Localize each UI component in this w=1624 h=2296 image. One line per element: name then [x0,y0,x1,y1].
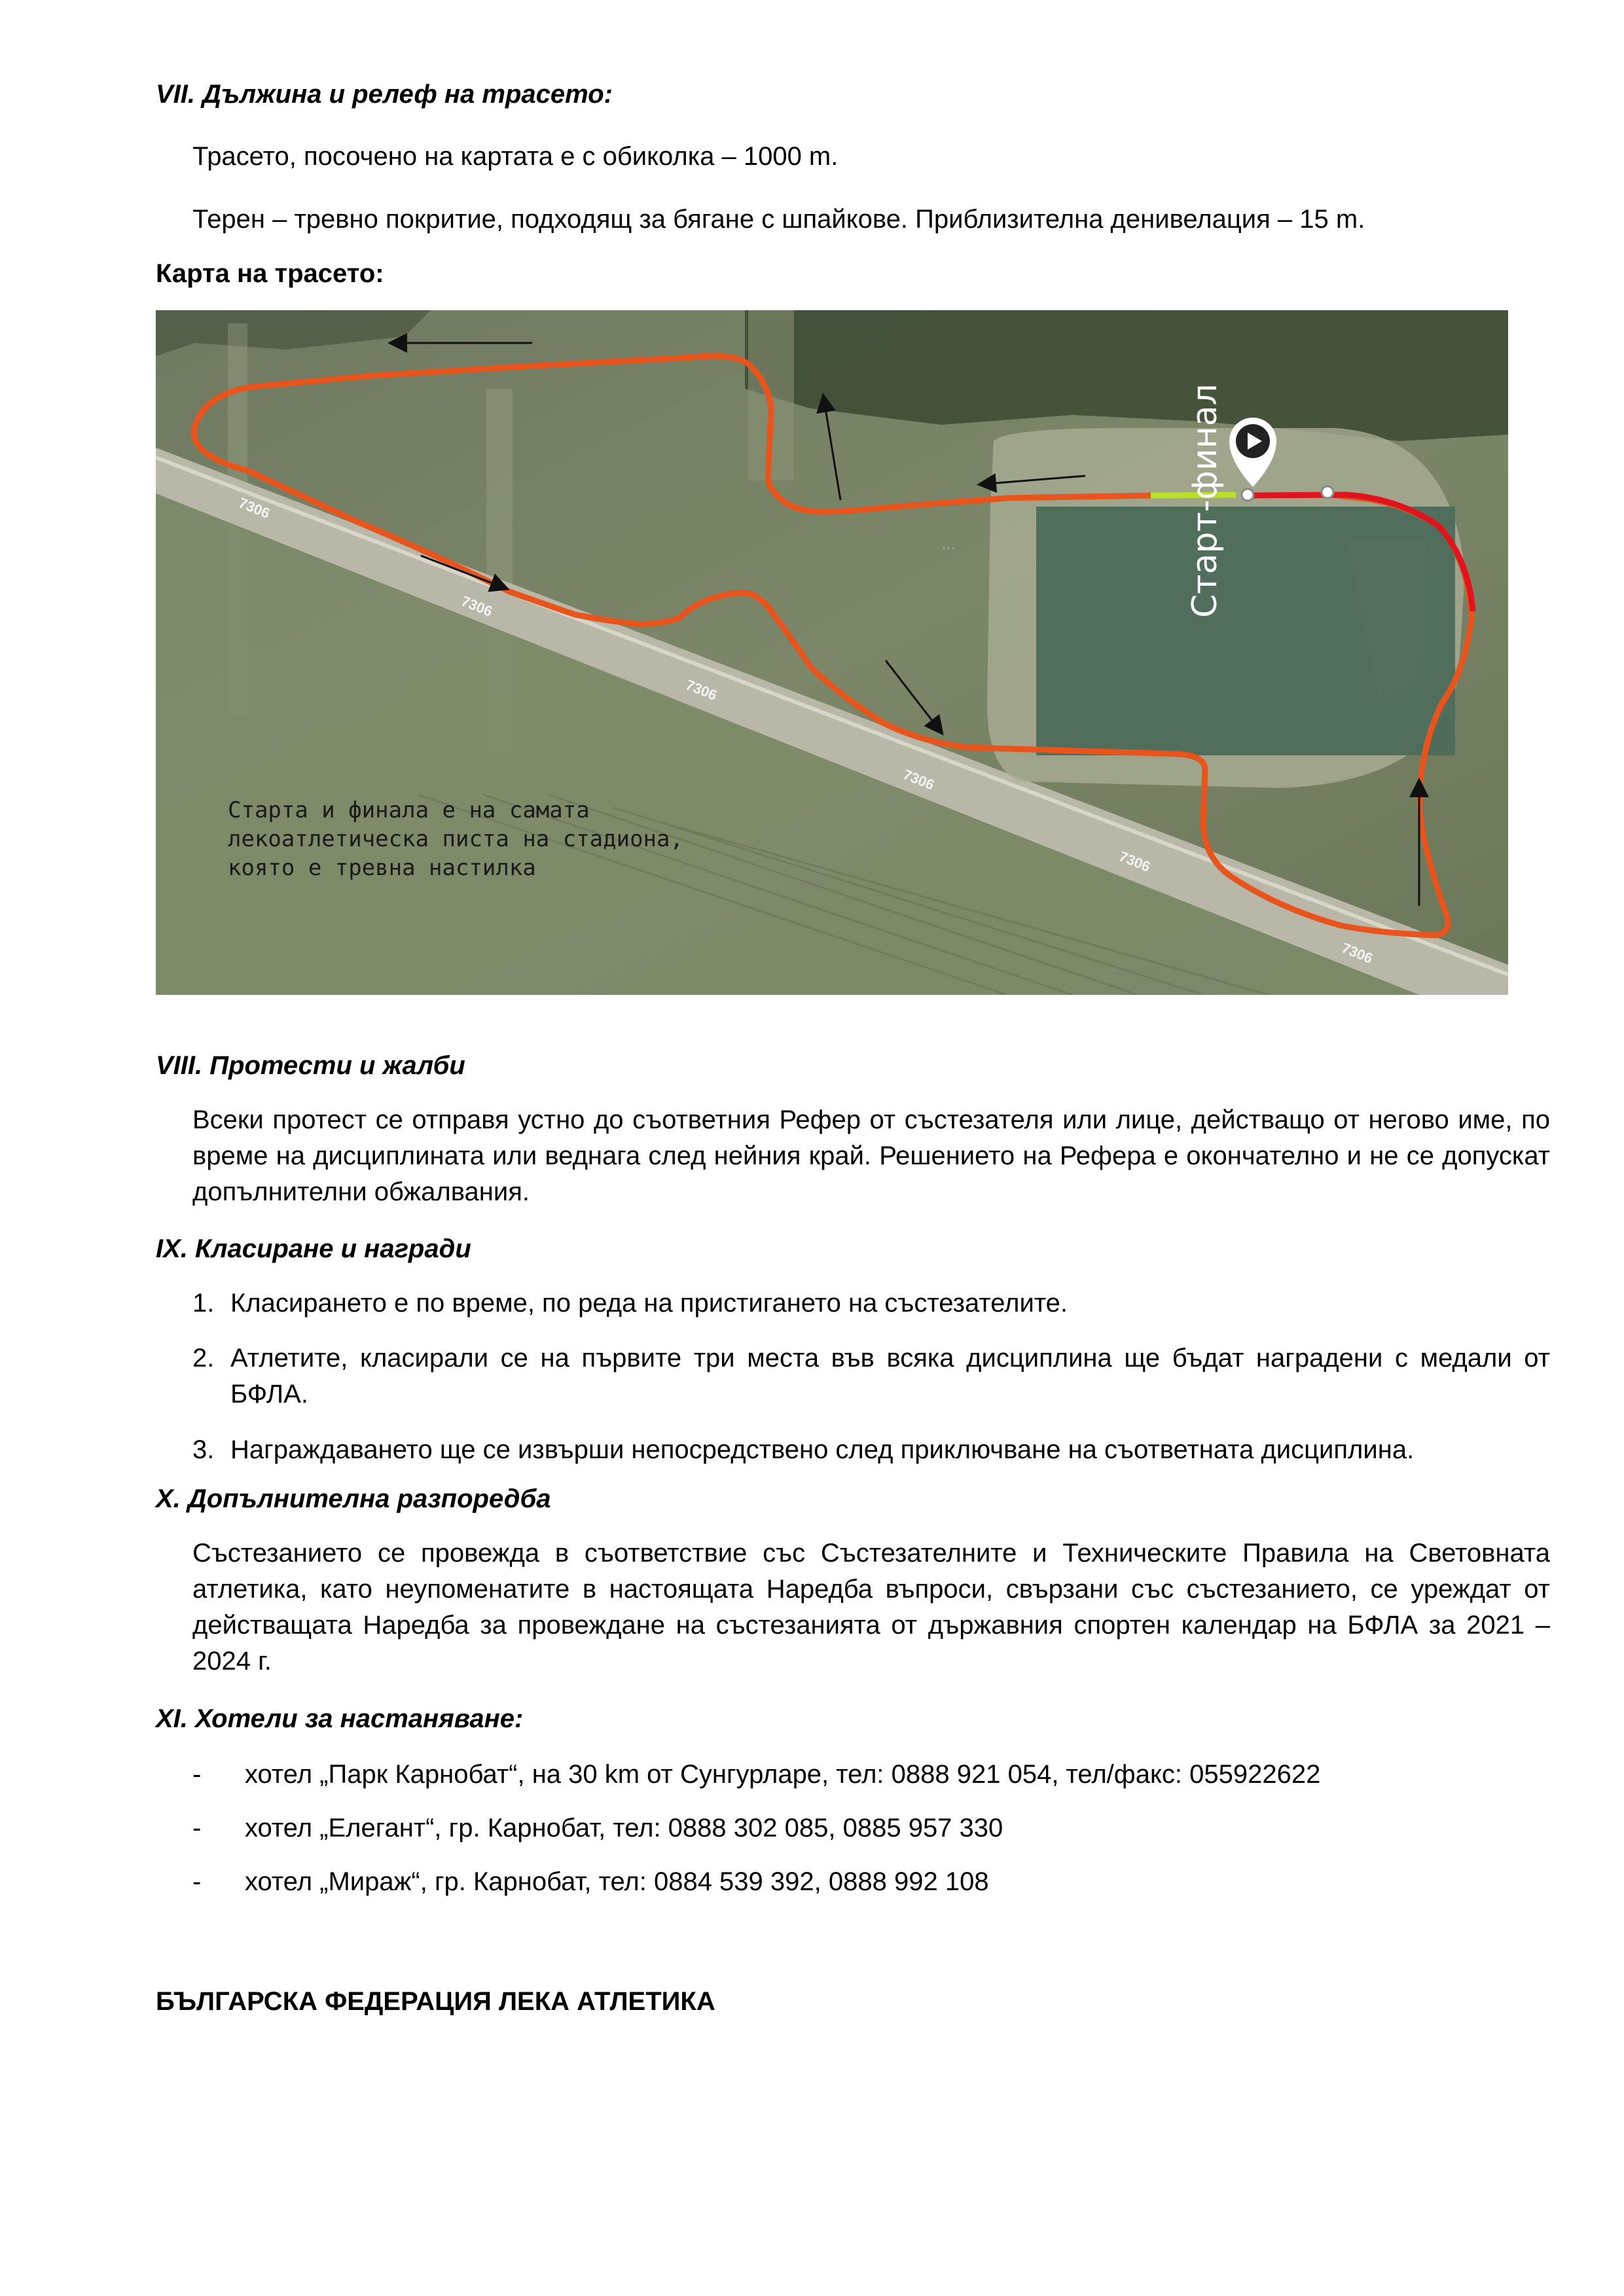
hotel-text: хотел „Парк Карнобат“, на 30 km от Сунгурларе, тел: 0888 921 054, тел/факс: 055922622 [245,1760,1321,1789]
hotel-bullet: - [192,1867,202,1896]
section-10-heading: X. Допълнителна разпоредба [156,1484,551,1513]
hotel-text: хотел „Елегант“, гр. Карнобат, тел: 0888 302 085, 0885 957 330 [245,1814,1003,1842]
hotel-text: хотел „Мираж“, гр. Карнобат, тел: 0884 539 392, 0888 992 108 [245,1867,989,1896]
map-heading: Карта на трасето: [156,259,384,288]
section-10-paragraph: Състезанието се провежда в съответствие със Състезателните и Техническите Правила на Световната атлетика, като неупоменатите в настоящата Наредба въпроси, свързани със състезанието, се уреждат от действащата Наредба за провеждане на състезанията от държавния спортен календар на БФЛА за 2021 – 2024 г. [192,1539,1550,1676]
list-item-text: Класирането е по време, по реда на пристигането на състезателите. [230,1289,1068,1318]
road-label: 7306 [459,592,495,620]
section-8-heading: VIII. Протести и жалби [156,1051,465,1080]
course-map-image [156,310,1508,995]
section-8-paragraph: Всеки протест се отправя устно до съответния Рефер от състезателя или лице, действащо от негово име, по време на дисциплината или веднага след нейния край. Решението на Рефера е окончателно и не се допускат допълнителни обжалвания. [192,1105,1550,1206]
list-item-text: Награждаването ще се извърши непосредствено след приключване на съответната дисциплина. [230,1435,1415,1464]
road-label: 7306 [683,676,719,704]
list-item [192,1285,1550,1321]
section-7-paragraph-1: Трасето, посочено на картата е с обиколка – 1000 m. [192,142,839,171]
map-note-line: Старта и финала е на самата [228,797,590,823]
road-label: 7306 [1339,939,1375,967]
list-item [192,1432,1550,1468]
map-watermark: … [941,536,956,552]
organization-signature: БЪЛГАРСКА ФЕДЕРАЦИЯ ЛЕКА АТЛЕТИКА [156,1987,715,2016]
road-label: 7306 [1117,848,1153,875]
map-note-line: която е тревна настилка [228,855,536,881]
section-7-heading: VII. Дължина и релеф на трасето: [156,80,613,109]
section-7-paragraph-2: Терен – тревно покритие, подходящ за бягане с шпайкове. Приблизителна денивелация – 15 m. [192,205,1365,234]
lap-point-marker [1322,486,1333,498]
list-item [192,1340,1550,1412]
list-item-number: 3. [192,1435,215,1464]
map-note [228,796,683,882]
list-item-number: 1. [192,1289,215,1318]
road-label: 7306 [901,766,937,793]
course-map [156,310,1508,995]
section-9-heading: IX. Класиране и награди [156,1234,471,1263]
start-point-marker [1242,489,1254,501]
list-item-text: Атлетите, класирали се на първите три места във всяка дисциплина ще бъдат наградени с медали от БФЛА. [230,1344,1550,1408]
map-note-line: лекоатлетическа писта на стадиона, [228,826,683,852]
section-11-heading: XI. Хотели за настаняване: [156,1704,524,1733]
road-label: 7306 [236,494,272,522]
list-item-number: 2. [192,1344,215,1372]
hotel-bullet: - [192,1760,202,1789]
hotel-bullet: - [192,1814,202,1842]
start-finish-label: Старт-финал [1185,384,1225,618]
